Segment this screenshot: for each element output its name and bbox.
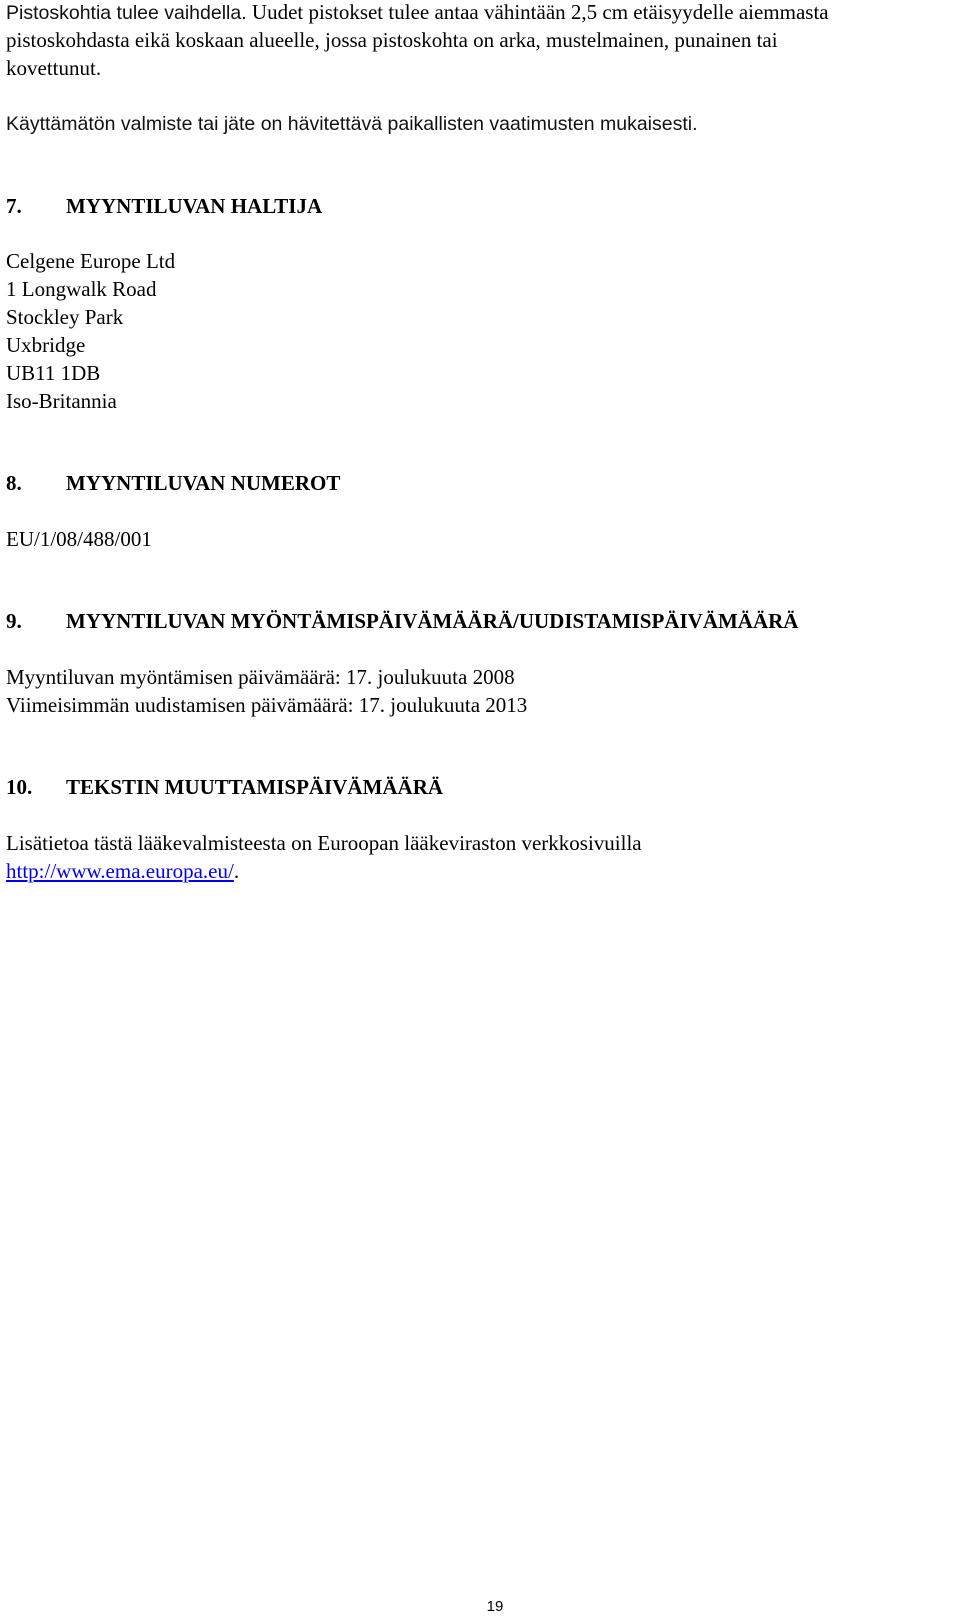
section-8-number: 8. bbox=[6, 471, 22, 495]
holder-address-line: UB11 1DB bbox=[6, 361, 101, 385]
holder-address-line: 1 Longwalk Road bbox=[6, 277, 157, 301]
section-10-title: TEKSTIN MUUTTAMISPÄIVÄMÄÄRÄ bbox=[66, 775, 444, 799]
section-10-heading bbox=[6, 773, 443, 801]
latest-renewal-date: Viimeisimmän uudistamisen päivämäärä: 17. joulukuuta 2013 bbox=[6, 693, 528, 717]
authorisation-number: EU/1/08/488/001 bbox=[6, 527, 152, 551]
disposal-text: Käyttämätön valmiste tai jäte on hävitettävä paikallisten vaatimusten mukaisesti. bbox=[6, 113, 698, 135]
more-info-link-line bbox=[6, 857, 239, 885]
link-suffix: . bbox=[233, 859, 240, 883]
first-authorisation-date: Myyntiluvan myöntämisen päivämäärä: 17. joulukuuta 2008 bbox=[6, 665, 515, 689]
section-9-title: MYYNTILUVAN MYÖNTÄMISPÄIVÄMÄÄRÄ/UUDISTAMISPÄIVÄMÄÄRÄ bbox=[66, 609, 799, 633]
section-8-title: MYYNTILUVAN NUMEROT bbox=[66, 471, 341, 495]
page-number: 19 bbox=[486, 1598, 504, 1615]
intro-line-1-sans: Pistoskohtia tulee vaihdella. bbox=[6, 2, 247, 24]
more-info-text: Lisätietoa tästä lääkevalmisteesta on Euroopan lääkeviraston verkkosivuilla bbox=[6, 831, 642, 855]
section-10-number: 10. bbox=[6, 775, 33, 799]
section-7-number: 7. bbox=[6, 194, 22, 218]
document-page bbox=[6, 0, 956, 1622]
intro-line-1-serif: Uudet pistokset tulee antaa vähintään 2,5 cm etäisyydelle aiemmasta bbox=[246, 0, 829, 24]
section-8-heading bbox=[6, 469, 340, 497]
holder-address-line: Iso-Britannia bbox=[6, 389, 117, 413]
section-9-heading bbox=[6, 607, 798, 635]
ema-website-link[interactable]: http://www.ema.europa.eu/ bbox=[6, 859, 234, 883]
section-7-title: MYYNTILUVAN HALTIJA bbox=[66, 194, 323, 218]
intro-line-1 bbox=[6, 0, 829, 27]
intro-line-3: kovettunut. bbox=[6, 56, 102, 80]
holder-address-line: Celgene Europe Ltd bbox=[6, 249, 176, 273]
intro-line-2: pistoskohdasta eikä koskaan alueelle, jossa pistoskohta on arka, mustelmainen, punainen tai bbox=[6, 28, 778, 52]
section-7-heading bbox=[6, 192, 322, 220]
holder-address-line: Uxbridge bbox=[6, 333, 86, 357]
holder-address-line: Stockley Park bbox=[6, 305, 124, 329]
section-9-number: 9. bbox=[6, 609, 22, 633]
